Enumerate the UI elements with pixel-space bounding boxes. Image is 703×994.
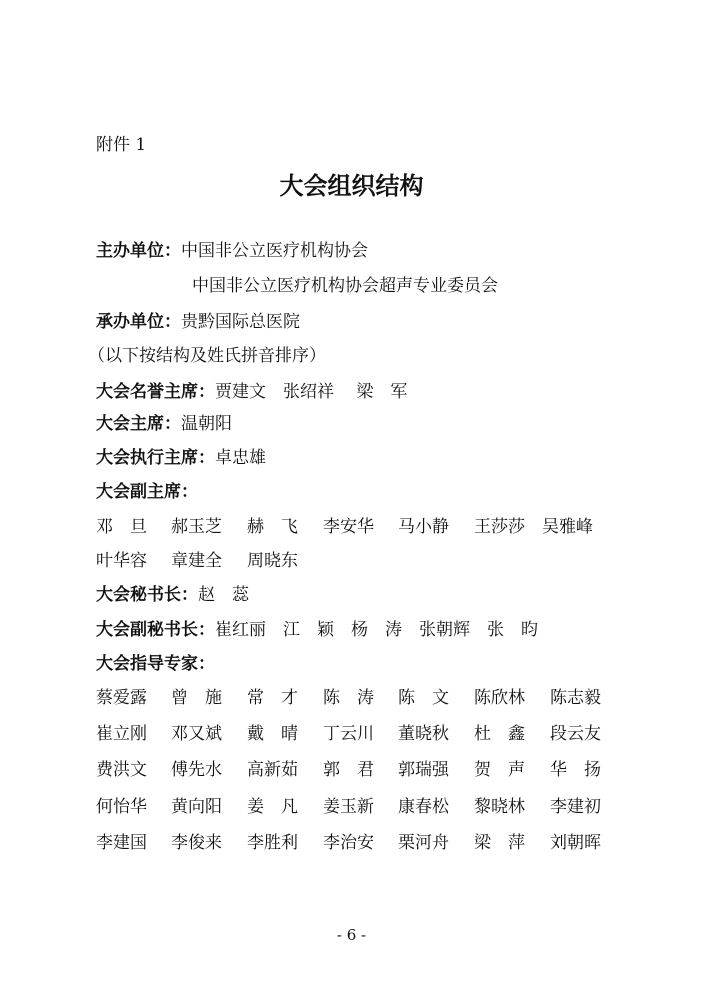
- person-name: 段云友: [550, 724, 601, 744]
- organizer-label: 承办单位：: [96, 312, 181, 332]
- person-name: 李建初: [550, 797, 601, 817]
- person-name: 董晓秋: [398, 724, 449, 744]
- host-org-1: 中国非公立医疗机构协会: [181, 241, 368, 261]
- person-name: 李胜利: [247, 833, 298, 853]
- person-name: 赫 飞: [247, 517, 298, 537]
- person-name: 李治安: [323, 833, 374, 853]
- person-name: 陈志毅: [550, 688, 601, 708]
- person-name: 栗河舟: [398, 833, 449, 853]
- person-name: 李俊来: [171, 833, 222, 853]
- person-name: 邓又斌: [171, 724, 222, 744]
- chair-name: 温朝阳: [181, 414, 232, 434]
- person-name: 贺 声: [474, 760, 525, 780]
- person-name: 叶华容: [96, 551, 147, 571]
- person-name: 郭 君: [323, 760, 374, 780]
- host-line: [96, 240, 368, 262]
- person-name: 姜玉新: [323, 797, 374, 817]
- person-name: 丁云川: [323, 724, 374, 744]
- chair-label: 大会主席：: [96, 414, 181, 434]
- chair-line: [96, 413, 232, 435]
- person-name: 王莎莎: [474, 517, 525, 537]
- person-name: 蔡爱露: [96, 688, 147, 708]
- experts-label: 大会指导专家：: [96, 654, 215, 674]
- person-name: 章建全: [171, 551, 222, 571]
- person-name: 马小静: [398, 517, 449, 537]
- person-name: 周晓东: [247, 551, 298, 571]
- person-name: 郝玉芝: [171, 517, 222, 537]
- person-name: 陈 涛: [323, 688, 374, 708]
- person-name: 康春松: [398, 797, 449, 817]
- page-title: 大会组织结构: [279, 172, 424, 200]
- person-name: 吴雅峰: [542, 517, 593, 537]
- secretary-general-line: [96, 584, 249, 606]
- person-name: 姜 凡: [247, 797, 298, 817]
- person-name: 何怡华: [96, 797, 147, 817]
- exec-chair-label: 大会执行主席：: [96, 448, 215, 468]
- secretary-general-label: 大会秘书长：: [96, 585, 198, 605]
- page-number: - 6 -: [336, 926, 367, 944]
- person-name: 高新茹: [247, 760, 298, 780]
- person-name: 刘朝晖: [550, 833, 601, 853]
- deputy-secretary-general-line: [96, 619, 538, 641]
- person-name: 黄向阳: [171, 797, 222, 817]
- ordering-note: （以下按结构及姓氏拼音排序）: [88, 346, 326, 366]
- organizer-line: [96, 311, 300, 333]
- person-name: 陈 文: [398, 688, 449, 708]
- person-name: 郭瑞强: [398, 760, 449, 780]
- person-name: 华 扬: [550, 760, 601, 780]
- attachment-label: 附件 1: [96, 135, 147, 155]
- exec-chair-name: 卓忠雄: [215, 448, 266, 468]
- honorary-chair-names: 贾建文 张绍祥 梁 军: [215, 382, 408, 402]
- person-name: 常 才: [247, 688, 298, 708]
- person-name: 戴 晴: [247, 724, 298, 744]
- person-name: 邓 旦: [96, 517, 147, 537]
- deputy-secretary-general-label: 大会副秘书长：: [96, 620, 215, 640]
- honorary-chair-label: 大会名誉主席：: [96, 382, 215, 402]
- deputy-secretary-general-names: 崔红丽 江 颖 杨 涛 张朝辉 张 昀: [215, 620, 538, 640]
- organizer-value: 贵黔国际总医院: [181, 312, 300, 332]
- secretary-general-name: 赵 蕊: [198, 585, 249, 605]
- person-name: 曾 施: [171, 688, 222, 708]
- person-name: 费洪文: [96, 760, 147, 780]
- person-name: 黎晓林: [474, 797, 525, 817]
- person-name: 梁 萍: [474, 833, 525, 853]
- person-name: 崔立刚: [96, 724, 147, 744]
- person-name: 杜 鑫: [474, 724, 525, 744]
- person-name: 陈欣林: [474, 688, 525, 708]
- person-name: 李建国: [96, 833, 147, 853]
- exec-chair-line: [96, 447, 266, 469]
- host-org-2: 中国非公立医疗机构协会超声专业委员会: [192, 276, 498, 296]
- person-name: 傅先水: [171, 760, 222, 780]
- host-label: 主办单位：: [96, 241, 181, 261]
- vice-chairs-label: 大会副主席：: [96, 482, 198, 502]
- honorary-chair-line: [96, 381, 407, 403]
- person-name: 李安华: [323, 517, 374, 537]
